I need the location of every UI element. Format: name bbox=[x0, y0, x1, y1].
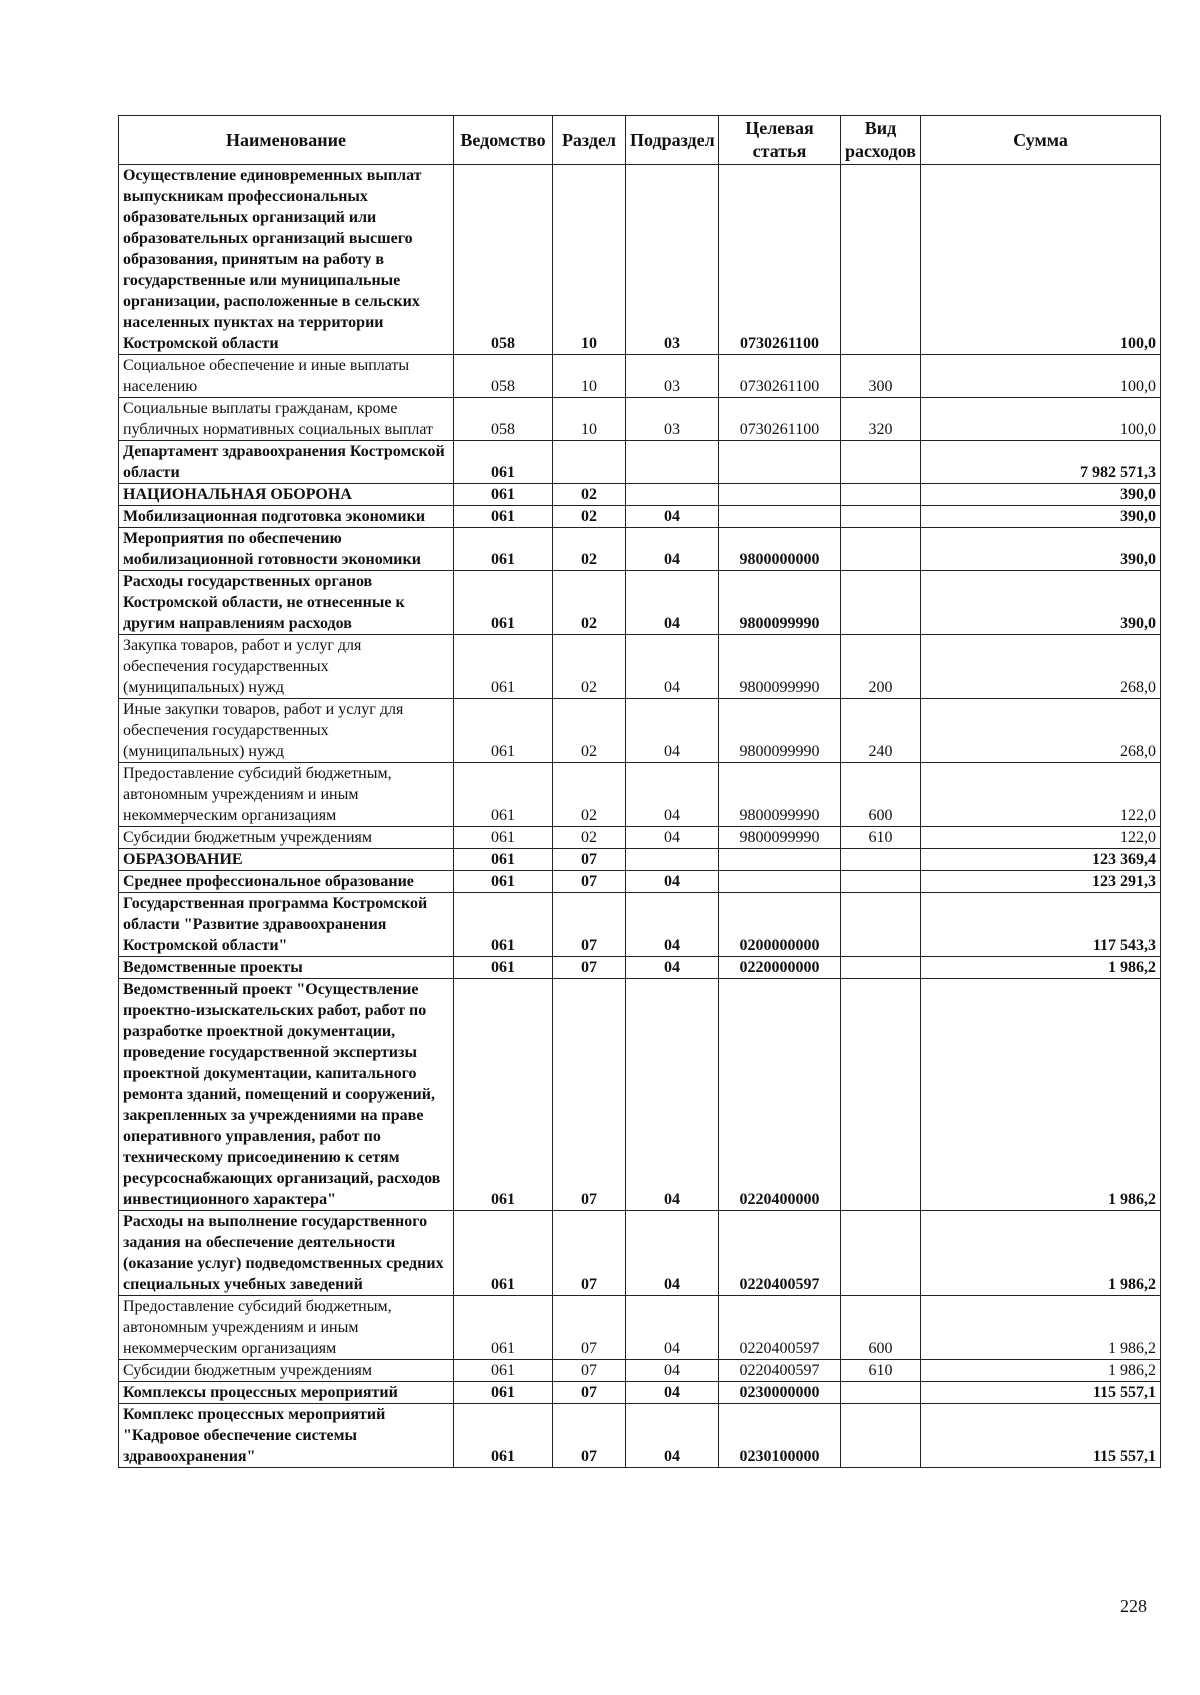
cell-subsection: 04 bbox=[626, 827, 719, 849]
cell-name: Осуществление единовременных выплат выпускникам профессиональных образовательных организаций или образовательных организаций высшего образования, принятым на работу в государственные или муниципальные организации, расположенные в сельских населенных пунктах на территории Костромской области bbox=[119, 165, 454, 355]
cell-section: 02 bbox=[553, 528, 626, 571]
cell-name: Департамент здравоохранения Костромской области bbox=[119, 441, 454, 484]
cell-target: 0220400597 bbox=[719, 1211, 841, 1296]
cell-dept: 058 bbox=[454, 355, 553, 398]
cell-target: 9800099990 bbox=[719, 827, 841, 849]
cell-name: Расходы государственных органов Костромской области, не отнесенные к другим направлениям расходов bbox=[119, 571, 454, 635]
table-row bbox=[119, 484, 1161, 506]
cell-dept: 061 bbox=[454, 441, 553, 484]
cell-dept: 061 bbox=[454, 1211, 553, 1296]
cell-kind: 200 bbox=[841, 635, 921, 699]
cell-dept: 061 bbox=[454, 893, 553, 957]
cell-amount: 390,0 bbox=[921, 528, 1161, 571]
cell-name: Предоставление субсидий бюджетным, автономным учреждениям и иным некоммерческим организациям bbox=[119, 1296, 454, 1360]
cell-target: 0220400597 bbox=[719, 1360, 841, 1382]
cell-section: 07 bbox=[553, 849, 626, 871]
cell-kind bbox=[841, 871, 921, 893]
cell-target bbox=[719, 484, 841, 506]
cell-subsection: 04 bbox=[626, 699, 719, 763]
cell-kind bbox=[841, 528, 921, 571]
cell-amount: 117 543,3 bbox=[921, 893, 1161, 957]
cell-target: 0730261100 bbox=[719, 398, 841, 441]
cell-dept: 061 bbox=[454, 1296, 553, 1360]
cell-dept: 061 bbox=[454, 571, 553, 635]
cell-name: Социальные выплаты гражданам, кроме публичных нормативных социальных выплат bbox=[119, 398, 454, 441]
cell-target: 9800099990 bbox=[719, 635, 841, 699]
table-row bbox=[119, 355, 1161, 398]
cell-subsection: 04 bbox=[626, 957, 719, 979]
cell-target bbox=[719, 441, 841, 484]
header-kind: Вид расходов bbox=[841, 116, 921, 165]
cell-dept: 061 bbox=[454, 763, 553, 827]
cell-target: 9800099990 bbox=[719, 571, 841, 635]
table-row bbox=[119, 827, 1161, 849]
cell-amount: 390,0 bbox=[921, 571, 1161, 635]
cell-kind bbox=[841, 957, 921, 979]
cell-subsection: 03 bbox=[626, 398, 719, 441]
cell-amount: 1 986,2 bbox=[921, 1211, 1161, 1296]
table-row bbox=[119, 398, 1161, 441]
cell-target bbox=[719, 506, 841, 528]
cell-target: 9800099990 bbox=[719, 699, 841, 763]
cell-kind bbox=[841, 1211, 921, 1296]
cell-dept: 061 bbox=[454, 635, 553, 699]
cell-dept: 061 bbox=[454, 849, 553, 871]
header-subsection: Подраздел bbox=[626, 116, 719, 165]
cell-subsection: 03 bbox=[626, 165, 719, 355]
cell-target: 0230100000 bbox=[719, 1404, 841, 1468]
table-row bbox=[119, 1211, 1161, 1296]
cell-section: 07 bbox=[553, 1404, 626, 1468]
cell-dept: 061 bbox=[454, 699, 553, 763]
cell-dept: 061 bbox=[454, 871, 553, 893]
cell-amount: 122,0 bbox=[921, 763, 1161, 827]
cell-name: Комплексы процессных мероприятий bbox=[119, 1382, 454, 1404]
table-row bbox=[119, 1404, 1161, 1468]
cell-amount: 123 291,3 bbox=[921, 871, 1161, 893]
cell-name: Закупка товаров, работ и услуг для обеспечения государственных (муниципальных) нужд bbox=[119, 635, 454, 699]
cell-amount: 1 986,2 bbox=[921, 957, 1161, 979]
header-dept: Ведомство bbox=[454, 116, 553, 165]
cell-name: Социальное обеспечение и иные выплаты населению bbox=[119, 355, 454, 398]
cell-name: Среднее профессиональное образование bbox=[119, 871, 454, 893]
page-number: 228 bbox=[1120, 1596, 1147, 1616]
table-row bbox=[119, 699, 1161, 763]
table-row bbox=[119, 1382, 1161, 1404]
header-section: Раздел bbox=[553, 116, 626, 165]
table-row bbox=[119, 528, 1161, 571]
cell-dept: 061 bbox=[454, 1382, 553, 1404]
cell-amount: 122,0 bbox=[921, 827, 1161, 849]
cell-kind bbox=[841, 165, 921, 355]
cell-name: Ведомственный проект "Осуществление проектно-изыскательских работ, работ по разработке проектной документации, проведение государственной экспертизы проектной документации, капитального ремонта зданий, помещений и сооружений, закрепленных за учреждениями на праве оперативного управления, работ по техническому присоединению к сетям ресурсоснабжающих организаций, расходов инвестиционного характера" bbox=[119, 979, 454, 1211]
cell-name: Государственная программа Костромской области "Развитие здравоохранения Костромской области" bbox=[119, 893, 454, 957]
cell-amount: 100,0 bbox=[921, 355, 1161, 398]
cell-amount: 390,0 bbox=[921, 484, 1161, 506]
cell-dept: 061 bbox=[454, 484, 553, 506]
cell-subsection: 04 bbox=[626, 1211, 719, 1296]
cell-name: Расходы на выполнение государственного задания на обеспечение деятельности (оказание услуг) подведомственных средних специальных учебных заведений bbox=[119, 1211, 454, 1296]
cell-dept: 061 bbox=[454, 1360, 553, 1382]
cell-kind bbox=[841, 571, 921, 635]
cell-name: Субсидии бюджетным учреждениям bbox=[119, 1360, 454, 1382]
cell-target: 0220400000 bbox=[719, 979, 841, 1211]
cell-target: 9800099990 bbox=[719, 763, 841, 827]
cell-target: 0200000000 bbox=[719, 893, 841, 957]
cell-subsection: 04 bbox=[626, 1382, 719, 1404]
cell-amount: 268,0 bbox=[921, 699, 1161, 763]
cell-dept: 061 bbox=[454, 979, 553, 1211]
cell-subsection: 03 bbox=[626, 355, 719, 398]
cell-kind bbox=[841, 849, 921, 871]
table-row bbox=[119, 165, 1161, 355]
cell-section: 07 bbox=[553, 1296, 626, 1360]
cell-section: 10 bbox=[553, 398, 626, 441]
cell-amount: 7 982 571,3 bbox=[921, 441, 1161, 484]
table-row bbox=[119, 871, 1161, 893]
cell-name: ОБРАЗОВАНИЕ bbox=[119, 849, 454, 871]
cell-amount: 268,0 bbox=[921, 635, 1161, 699]
cell-kind bbox=[841, 1382, 921, 1404]
cell-subsection: 04 bbox=[626, 635, 719, 699]
table-row bbox=[119, 849, 1161, 871]
cell-subsection bbox=[626, 484, 719, 506]
table-row bbox=[119, 957, 1161, 979]
table-row bbox=[119, 763, 1161, 827]
cell-kind: 320 bbox=[841, 398, 921, 441]
cell-section: 07 bbox=[553, 1211, 626, 1296]
cell-dept: 058 bbox=[454, 165, 553, 355]
cell-amount: 1 986,2 bbox=[921, 1296, 1161, 1360]
cell-kind: 240 bbox=[841, 699, 921, 763]
cell-kind bbox=[841, 893, 921, 957]
cell-subsection bbox=[626, 849, 719, 871]
cell-section: 07 bbox=[553, 979, 626, 1211]
cell-name: Мероприятия по обеспечению мобилизационной готовности экономики bbox=[119, 528, 454, 571]
cell-subsection: 04 bbox=[626, 506, 719, 528]
table-row bbox=[119, 635, 1161, 699]
cell-subsection bbox=[626, 441, 719, 484]
cell-dept: 061 bbox=[454, 528, 553, 571]
cell-subsection: 04 bbox=[626, 528, 719, 571]
cell-section: 07 bbox=[553, 1382, 626, 1404]
cell-target: 0730261100 bbox=[719, 165, 841, 355]
cell-section: 07 bbox=[553, 957, 626, 979]
cell-name: Ведомственные проекты bbox=[119, 957, 454, 979]
table-row bbox=[119, 979, 1161, 1211]
cell-section: 02 bbox=[553, 763, 626, 827]
cell-name: Комплекс процессных мероприятий "Кадровое обеспечение системы здравоохранения" bbox=[119, 1404, 454, 1468]
cell-target: 0220400597 bbox=[719, 1296, 841, 1360]
cell-subsection: 04 bbox=[626, 1404, 719, 1468]
cell-name: Иные закупки товаров, работ и услуг для обеспечения государственных (муниципальных) нужд bbox=[119, 699, 454, 763]
header-name: Наименование bbox=[119, 116, 454, 165]
budget-sheet bbox=[118, 115, 1160, 1468]
cell-section: 07 bbox=[553, 871, 626, 893]
cell-amount: 115 557,1 bbox=[921, 1404, 1161, 1468]
cell-amount: 100,0 bbox=[921, 165, 1161, 355]
cell-kind: 300 bbox=[841, 355, 921, 398]
cell-name: Мобилизационная подготовка экономики bbox=[119, 506, 454, 528]
cell-dept: 061 bbox=[454, 957, 553, 979]
cell-section: 10 bbox=[553, 165, 626, 355]
table-row bbox=[119, 1360, 1161, 1382]
cell-name: Предоставление субсидий бюджетным, автономным учреждениям и иным некоммерческим организациям bbox=[119, 763, 454, 827]
cell-target: 0230000000 bbox=[719, 1382, 841, 1404]
cell-kind: 600 bbox=[841, 1296, 921, 1360]
cell-amount: 100,0 bbox=[921, 398, 1161, 441]
table-row bbox=[119, 893, 1161, 957]
cell-amount: 390,0 bbox=[921, 506, 1161, 528]
cell-amount: 1 986,2 bbox=[921, 979, 1161, 1211]
cell-section: 10 bbox=[553, 355, 626, 398]
cell-dept: 058 bbox=[454, 398, 553, 441]
cell-section: 02 bbox=[553, 571, 626, 635]
cell-kind: 600 bbox=[841, 763, 921, 827]
cell-section: 02 bbox=[553, 506, 626, 528]
cell-section: 07 bbox=[553, 893, 626, 957]
cell-subsection: 04 bbox=[626, 871, 719, 893]
cell-dept: 061 bbox=[454, 506, 553, 528]
header-target: Целевая статья bbox=[719, 116, 841, 165]
cell-amount: 1 986,2 bbox=[921, 1360, 1161, 1382]
cell-subsection: 04 bbox=[626, 1360, 719, 1382]
cell-kind bbox=[841, 1404, 921, 1468]
table-row bbox=[119, 1296, 1161, 1360]
table-row bbox=[119, 571, 1161, 635]
cell-kind bbox=[841, 484, 921, 506]
cell-kind bbox=[841, 506, 921, 528]
table-row bbox=[119, 441, 1161, 484]
cell-dept: 061 bbox=[454, 827, 553, 849]
cell-name: Субсидии бюджетным учреждениям bbox=[119, 827, 454, 849]
cell-kind bbox=[841, 441, 921, 484]
cell-subsection: 04 bbox=[626, 893, 719, 957]
cell-kind bbox=[841, 979, 921, 1211]
cell-section bbox=[553, 441, 626, 484]
table-row bbox=[119, 506, 1161, 528]
cell-section: 02 bbox=[553, 635, 626, 699]
cell-kind: 610 bbox=[841, 1360, 921, 1382]
cell-target bbox=[719, 849, 841, 871]
cell-amount: 123 369,4 bbox=[921, 849, 1161, 871]
cell-target: 0730261100 bbox=[719, 355, 841, 398]
cell-section: 07 bbox=[553, 1360, 626, 1382]
cell-target: 9800000000 bbox=[719, 528, 841, 571]
cell-name: НАЦИОНАЛЬНАЯ ОБОРОНА bbox=[119, 484, 454, 506]
cell-subsection: 04 bbox=[626, 1296, 719, 1360]
cell-target: 0220000000 bbox=[719, 957, 841, 979]
cell-section: 02 bbox=[553, 827, 626, 849]
cell-dept: 061 bbox=[454, 1404, 553, 1468]
cell-target bbox=[719, 871, 841, 893]
table-header-row bbox=[119, 116, 1161, 165]
cell-section: 02 bbox=[553, 484, 626, 506]
cell-kind: 610 bbox=[841, 827, 921, 849]
cell-section: 02 bbox=[553, 699, 626, 763]
header-amount: Сумма bbox=[921, 116, 1161, 165]
cell-subsection: 04 bbox=[626, 571, 719, 635]
cell-amount: 115 557,1 bbox=[921, 1382, 1161, 1404]
cell-subsection: 04 bbox=[626, 763, 719, 827]
cell-subsection: 04 bbox=[626, 979, 719, 1211]
budget-table bbox=[118, 115, 1161, 1468]
